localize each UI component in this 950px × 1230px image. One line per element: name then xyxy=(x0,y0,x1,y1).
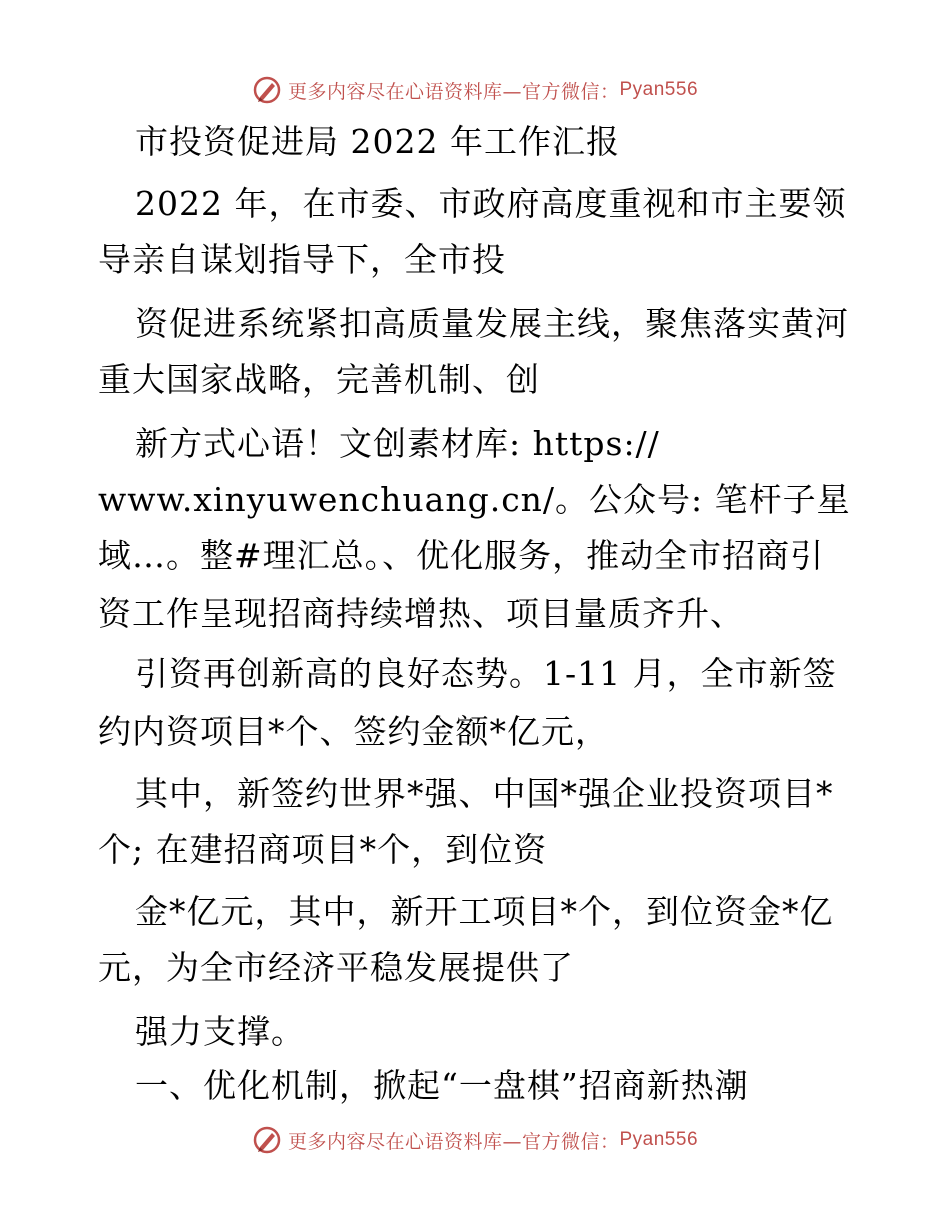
doc-line: 新方式心语！文创素材库: https:// xyxy=(135,424,660,463)
doc-line: 资促进系统紧扣高质量发展主线，聚焦落实黄河 xyxy=(135,304,849,343)
doc-line: www.xinyuwenchuang.cn/。公众号: 笔杆子星 xyxy=(98,480,851,519)
doc-line: 强力支撑。 xyxy=(135,1012,305,1051)
watermark-text: 更多内容尽在心语资料库—官方微信： xyxy=(287,1130,620,1153)
header-watermark xyxy=(0,70,950,110)
doc-line: 域…。整#理汇总。、优化服务，推动全市招商引 xyxy=(98,536,825,575)
doc-line: 引资再创新高的良好态势。1-11 月，全市新签 xyxy=(135,654,837,693)
doc-line: 元，为全市经济平稳发展提供了 xyxy=(98,948,574,987)
doc-title: 市投资促进局 2022 年工作汇报 xyxy=(135,122,620,161)
doc-line: 其中，新签约世界*强、中国*强企业投资项目* xyxy=(135,774,834,813)
doc-line: 约内资项目*个、签约金额*亿元， xyxy=(98,712,609,751)
pen-logo-icon xyxy=(252,75,282,105)
watermark-text: 更多内容尽在心语资料库—官方微信： xyxy=(287,80,620,103)
doc-line: 2022 年，在市委、市政府高度重视和市主要领 xyxy=(135,184,847,223)
doc-line: 个; 在建招商项目*个，到位资 xyxy=(98,830,548,869)
watermark-handle: Pyan556 xyxy=(619,79,699,100)
doc-section-heading: 一、优化机制，掀起“一盘棋”招商新热潮 xyxy=(135,1066,749,1105)
doc-line: 重大国家战略，完善机制、创 xyxy=(98,360,540,399)
doc-line: 资工作呈现招商持续增热、项目量质齐升、 xyxy=(98,594,744,633)
watermark-handle: Pyan556 xyxy=(619,1129,699,1150)
doc-line: 金*亿元，其中，新开工项目*个，到位资金*亿 xyxy=(135,892,834,931)
footer-watermark xyxy=(0,1120,950,1160)
doc-line: 导亲自谋划指导下，全市投 xyxy=(98,240,506,279)
pen-logo-icon xyxy=(252,1125,282,1155)
